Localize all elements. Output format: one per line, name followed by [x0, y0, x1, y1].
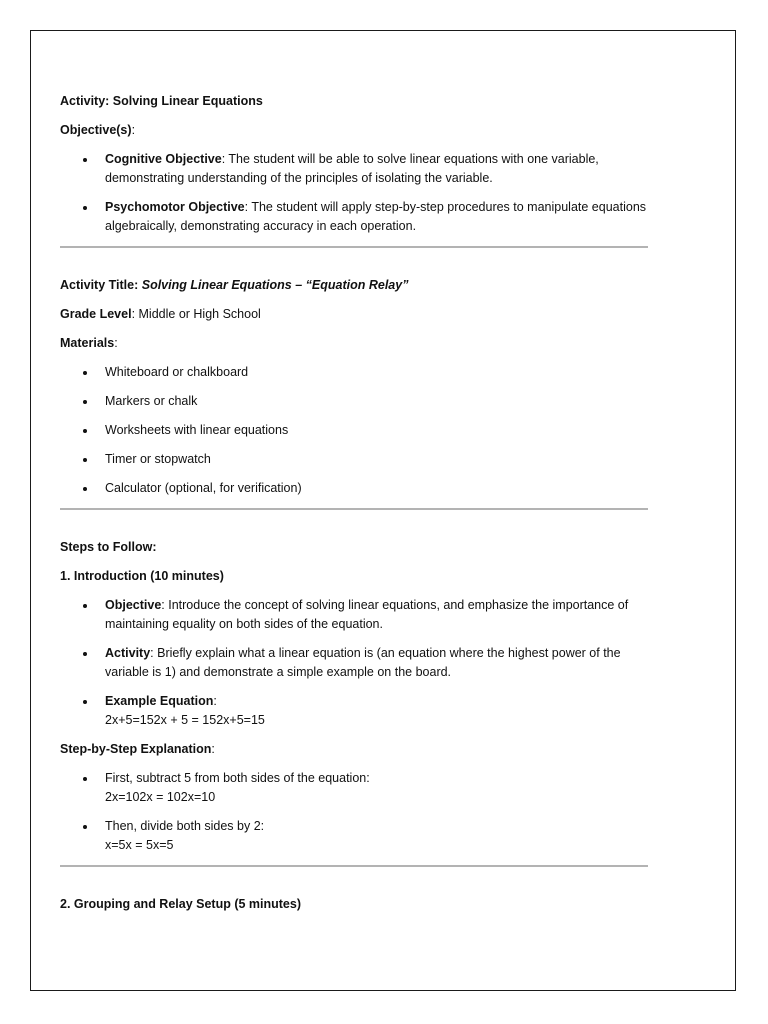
steps-heading: Steps to Follow:	[60, 540, 157, 554]
grouping-heading: 2. Grouping and Relay Setup (5 minutes)	[60, 897, 302, 911]
list-item	[105, 692, 650, 730]
list-item: Timer or stopwatch	[105, 450, 650, 469]
explanation-text: First, subtract 5 from both sides of the equation:	[105, 771, 370, 785]
activity-title	[60, 276, 650, 295]
materials-label: Materials	[60, 336, 115, 350]
document-content	[60, 92, 650, 924]
explanation-equation: 2x=102x = 102x=10	[105, 790, 216, 804]
explanation-equation: x=5x = 5x=5	[105, 838, 174, 852]
explanation-text: Then, divide both sides by 2:	[105, 819, 265, 833]
list-item	[105, 769, 650, 807]
example-colon: :	[213, 694, 217, 708]
example-equation: 2x+5=152x + 5 = 152x+5=15	[105, 713, 265, 727]
activity-title-label: Activity Title:	[60, 278, 142, 292]
introduction-list	[60, 596, 650, 730]
section-divider	[60, 508, 648, 510]
list-item: Calculator (optional, for verification)	[105, 479, 650, 498]
explanation-list	[60, 769, 650, 855]
grade-level-value: : Middle or High School	[131, 307, 261, 321]
explanation-heading	[60, 740, 650, 759]
objectives-heading	[60, 121, 650, 140]
grade-level-label: Grade Level	[60, 307, 132, 321]
materials-heading	[60, 334, 650, 353]
objective-term: Psychomotor Objective	[105, 200, 245, 214]
intro-text: : Briefly explain what a linear equation is (an equation where the highest power of the variable is 1) and demonstrate a simple example on the board.	[105, 646, 621, 679]
section-divider	[60, 865, 648, 867]
objectives-colon: :	[131, 123, 136, 137]
objectives-label: Objective(s)	[60, 123, 132, 137]
list-item	[105, 644, 650, 682]
materials-list	[60, 363, 650, 498]
objective-text: : The student will be able to solve linear equations with one variable, demonstrating understanding of the principles of isolating the variable.	[105, 152, 599, 185]
introduction-heading: 1. Introduction (10 minutes)	[60, 569, 224, 583]
list-item	[105, 817, 650, 855]
list-item: Markers or chalk	[105, 392, 650, 411]
example-term: Example Equation	[105, 694, 214, 708]
list-item: Whiteboard or chalkboard	[105, 363, 650, 382]
objective-text: : The student will apply step-by-step procedures to manipulate equations algebraically, demonstrating accuracy in each operation.	[105, 200, 647, 233]
intro-text: : Introduce the concept of solving linear equations, and emphasize the importance of maintaining equality on both sides of the equation.	[105, 598, 629, 631]
objective-term: Cognitive Objective	[105, 152, 222, 166]
explanation-colon: :	[211, 742, 215, 756]
section-divider	[60, 246, 648, 248]
explanation-label: Step-by-Step Explanation	[60, 742, 212, 756]
list-item	[105, 198, 650, 236]
objectives-list	[60, 150, 650, 236]
list-item	[105, 596, 650, 634]
grade-level	[60, 305, 650, 324]
activity-heading: Activity: Solving Linear Equations	[60, 94, 263, 108]
activity-title-value: Solving Linear Equations – “Equation Relay”	[141, 278, 409, 292]
materials-colon: :	[114, 336, 118, 350]
intro-term: Activity	[105, 646, 151, 660]
list-item	[105, 150, 650, 188]
list-item: Worksheets with linear equations	[105, 421, 650, 440]
intro-term: Objective	[105, 598, 162, 612]
